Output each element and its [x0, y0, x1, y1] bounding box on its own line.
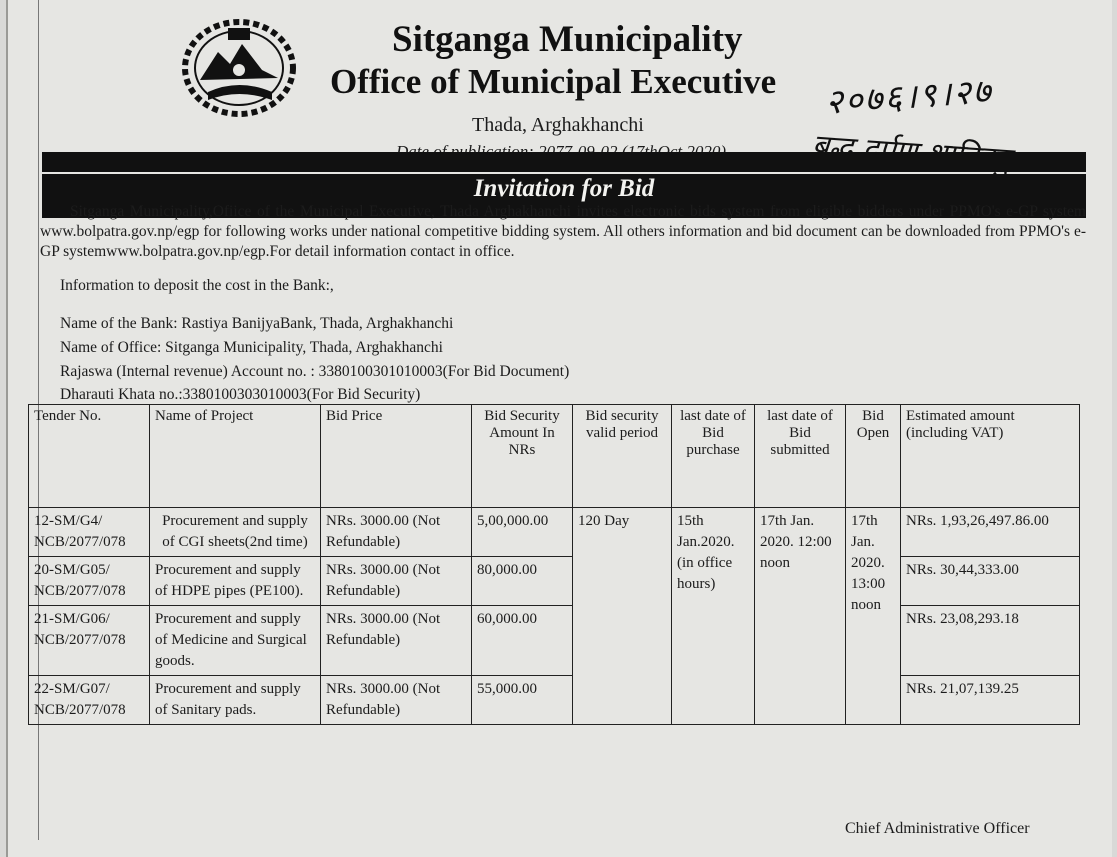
estimated-amount: NRs. 23,08,293.18 — [901, 606, 1080, 676]
opening-date: 17th Jan. 2020. 13:00 noon — [846, 508, 901, 725]
bid-price: NRs. 3000.00 (Not Refundable) — [321, 557, 472, 606]
project-name: Procurement and supply of Sanitary pads. — [150, 676, 321, 725]
office-name-heading: Office of Municipal Executive — [330, 62, 777, 101]
org-name-heading: Sitganga Municipality — [392, 19, 743, 60]
office-name: Name of Office: Sitganga Municipality, Thada, Arghakhanchi — [60, 339, 443, 356]
banner-title: Invitation for Bid — [473, 175, 655, 202]
tender-no: 20-SM/G05/ NCB/2077/078 — [29, 557, 150, 606]
purchase-deadline: 15th Jan.2020. (in office hours) — [672, 508, 755, 725]
bid-security: 5,00,000.00 — [472, 508, 573, 557]
bid-security: 60,000.00 — [472, 606, 573, 676]
bid-price: NRs. 3000.00 (Not Refundable) — [321, 676, 472, 725]
estimated-amount: NRs. 1,93,26,497.86.00 — [901, 508, 1080, 557]
table-row — [29, 606, 1080, 676]
col-estimated-amount: Estimated amount (including VAT) — [901, 405, 1080, 508]
estimated-amount: NRs. 21,07,139.25 — [901, 676, 1080, 725]
submission-deadline: 17th Jan. 2020. 12:00 noon — [755, 508, 846, 725]
col-bid-security: Bid Security Amount In NRs — [472, 405, 573, 508]
bank-info-heading: Information to deposit the cost in the Bank:, — [60, 277, 334, 294]
handwritten-number: २०७६।९।२७ — [823, 71, 994, 123]
project-name: Procurement and supply of Medicine and Surgical goods. — [150, 606, 321, 676]
intro-paragraph: Sitganga Municipality,Ofiice of the Municipal Executive, Thada Arghakhanchi invites electronic bids system from eligible bidders under PPMO's e-GP system www.bolpatra.gov.np/egp for following works under national competitive bidding system. All others information and bid document can be downloaded from PPMO's e-GP systemwww.bolpatra.gov.np/egp.For detail information contact in office. — [40, 203, 1086, 260]
tender-no: 21-SM/G06/ NCB/2077/078 — [29, 606, 150, 676]
bid-price: NRs. 3000.00 (Not Refundable) — [321, 508, 472, 557]
signature-title: Chief Administrative Officer — [845, 820, 1030, 837]
bid-security: 80,000.00 — [472, 557, 573, 606]
col-project-name: Name of Project — [150, 405, 321, 508]
revenue-account: Rajaswa (Internal revenue) Account no. : 3380100301010003(For Bid Document) — [60, 363, 570, 380]
tender-no: 22-SM/G07/ NCB/2077/078 — [29, 676, 150, 725]
col-validity: Bid security valid period — [573, 405, 672, 508]
location-text: Thada, Arghakhanchi — [472, 114, 644, 136]
col-tender-no: Tender No. — [29, 405, 150, 508]
table-row — [29, 676, 1080, 725]
col-bid-open: Bid Open — [846, 405, 901, 508]
bank-name: Name of the Bank: Rastiya BanijyaBank, Thada, Arghakhanchi — [60, 315, 454, 332]
project-name: Procurement and supply of CGI sheets(2nd time) — [150, 508, 321, 557]
banner-top-bar — [42, 152, 1086, 172]
col-submit-date: last date of Bid submitted — [755, 405, 846, 508]
dharauti-account: Dharauti Khata no.:3380100303010003(For Bid Security) — [60, 386, 421, 403]
table-row — [29, 508, 1080, 557]
table-header-row — [29, 405, 1080, 508]
bid-security: 55,000.00 — [472, 676, 573, 725]
nepal-emblem-logo — [180, 18, 298, 118]
bid-price: NRs. 3000.00 (Not Refundable) — [321, 606, 472, 676]
tender-no: 12-SM/G4/ NCB/2077/078 — [29, 508, 150, 557]
validity-period: 120 Day — [573, 508, 672, 725]
col-bid-price: Bid Price — [321, 405, 472, 508]
col-purchase-date: last date of Bid purchase — [672, 405, 755, 508]
bid-table — [28, 404, 1080, 725]
table-row — [29, 557, 1080, 606]
estimated-amount: NRs. 30,44,333.00 — [901, 557, 1080, 606]
project-name: Procurement and supply of HDPE pipes (PE100). — [150, 557, 321, 606]
